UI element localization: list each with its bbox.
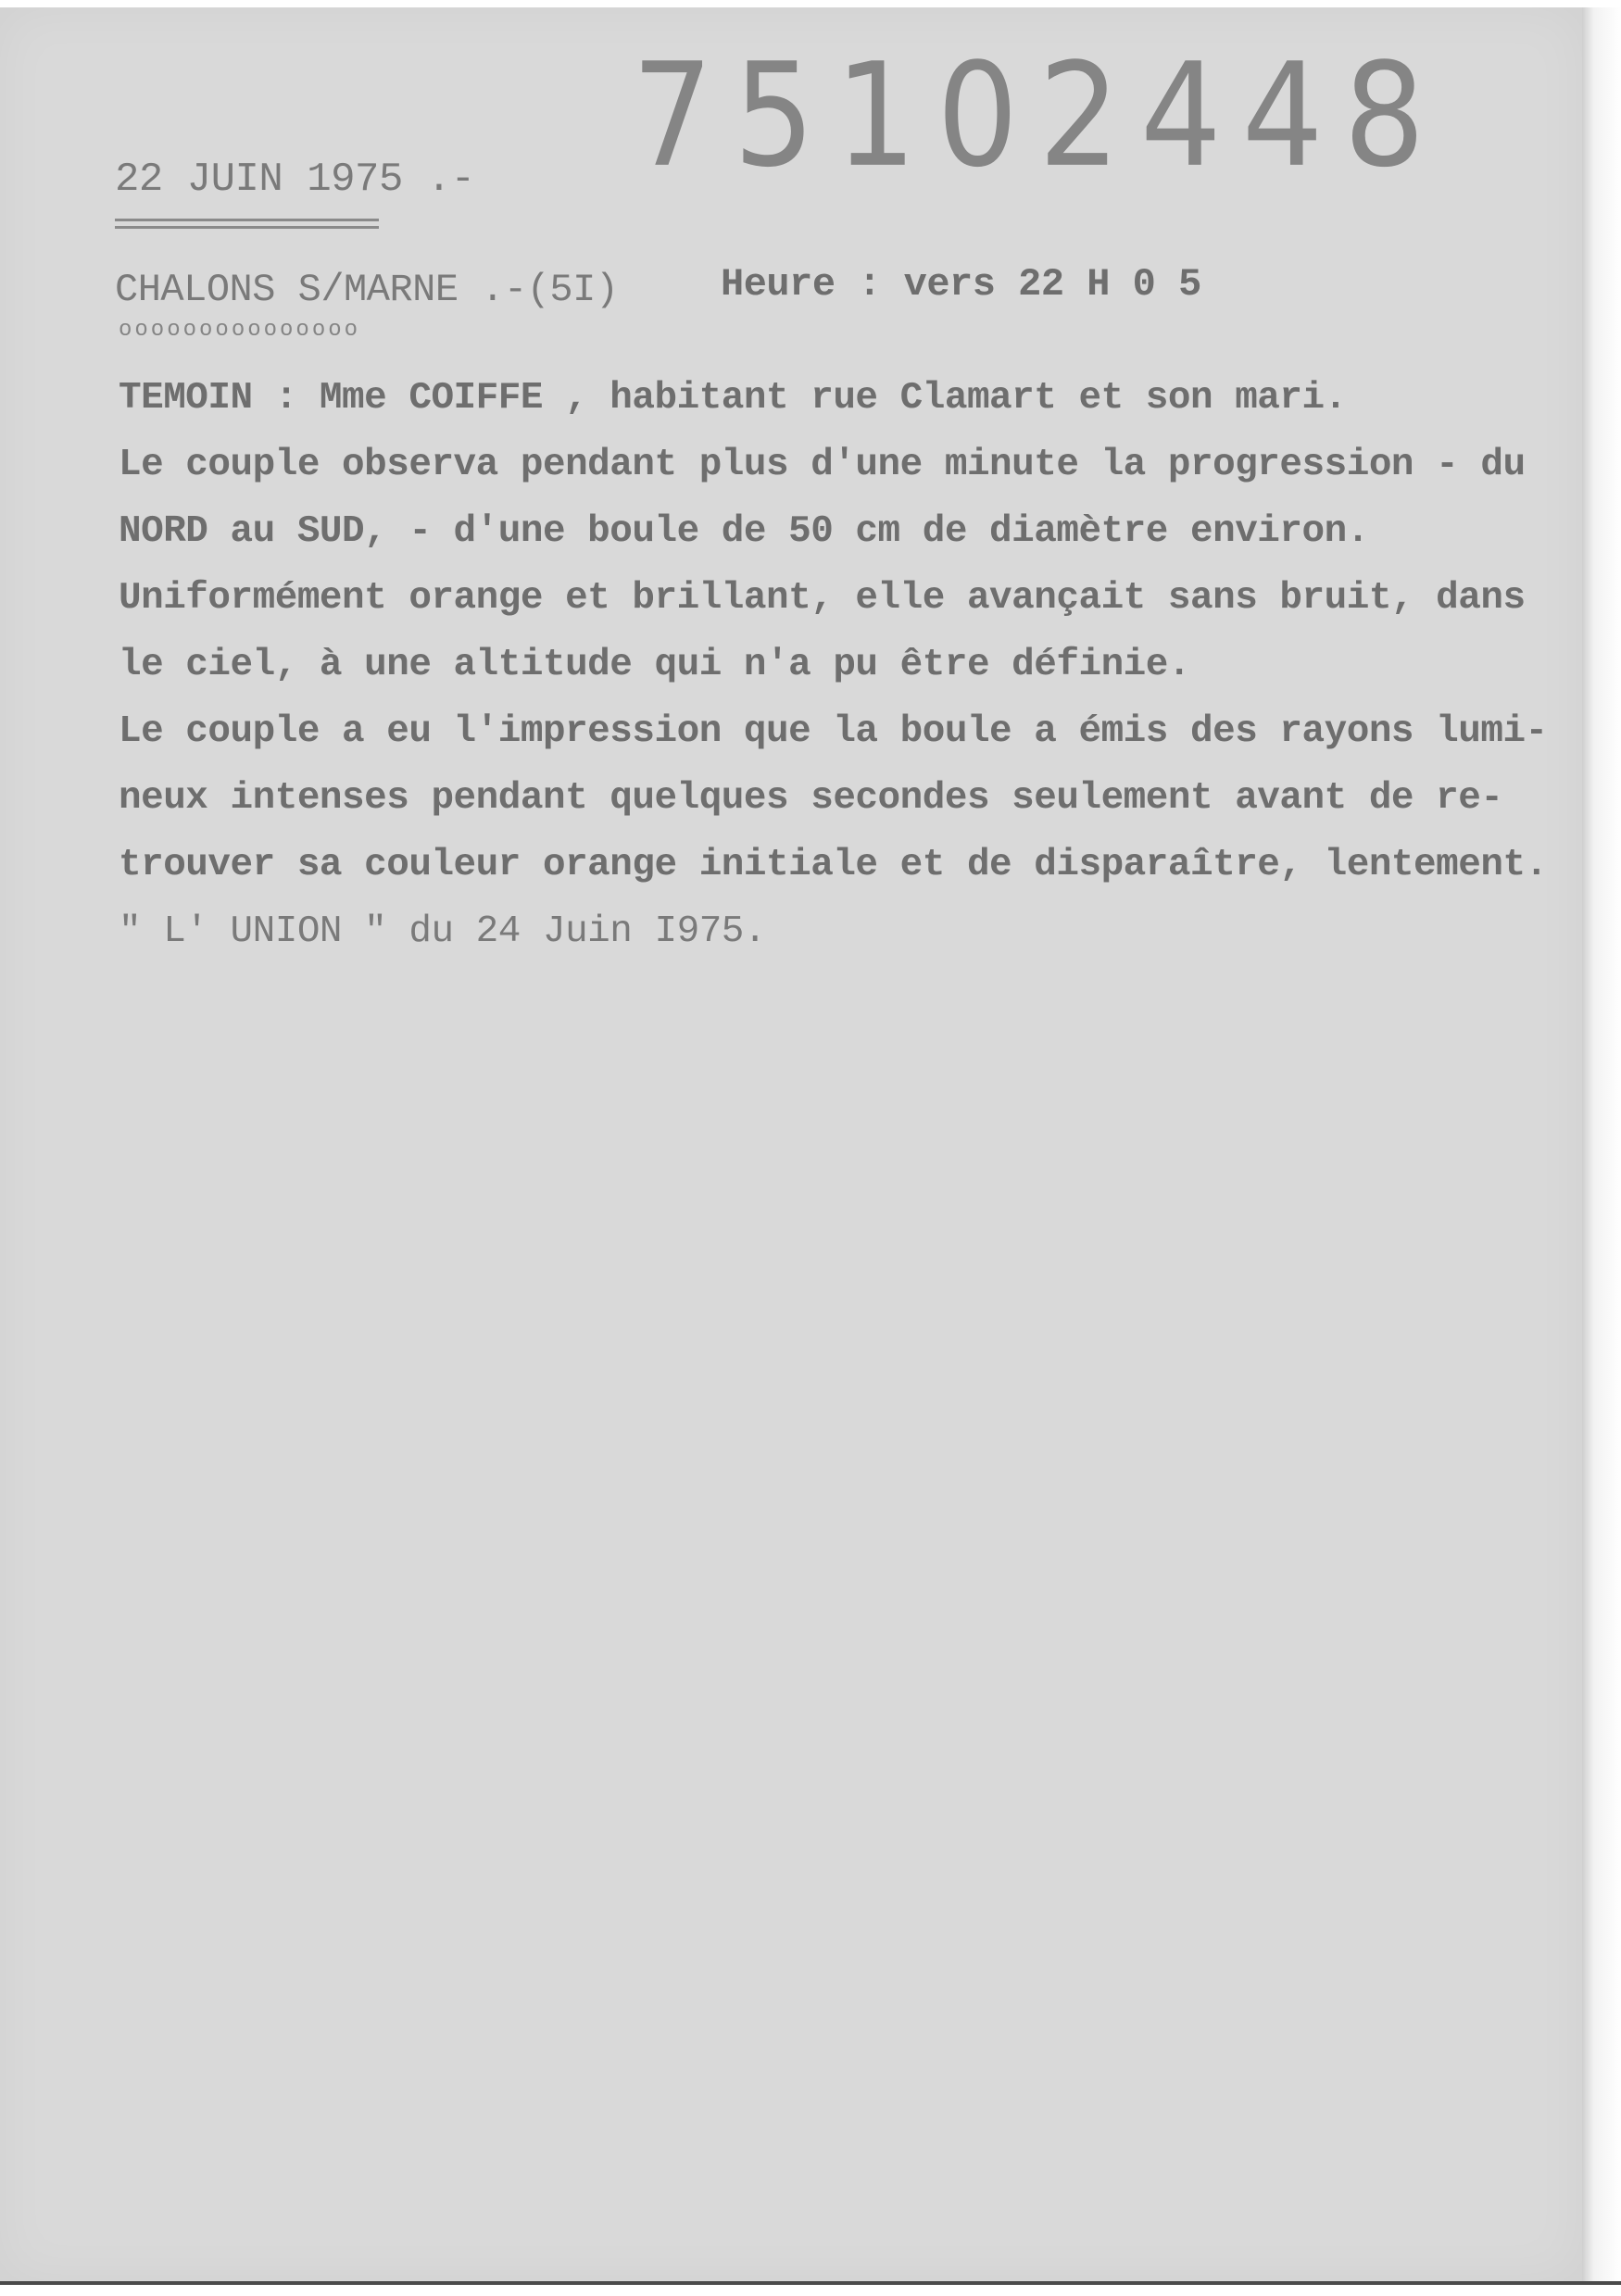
body-line-1: Le couple observa pendant plus d'une minute la progression - du: [119, 444, 1526, 486]
body-line-3: Uniformément orange et brillant, elle avançait sans bruit, dans: [119, 577, 1526, 620]
sheet-edge-shadow: [1582, 7, 1621, 2281]
scan-bottom-border: [0, 2281, 1621, 2285]
location-underline-ornament: ooooooooooooooo: [119, 318, 361, 343]
date-underline: [115, 219, 379, 221]
body-line-5: Le couple a eu l'impression que la boule a émis des rayons lumi-: [119, 710, 1548, 753]
reference-number: 75102448: [632, 31, 1446, 199]
paper-sheet: [0, 7, 1582, 2281]
date-underline-second: [115, 226, 379, 229]
body-line-2: NORD au SUD, - d'une boule de 50 cm de diamètre environ.: [119, 510, 1369, 553]
time: Heure : vers 22 H 0 5: [721, 262, 1201, 307]
location: CHALONS S/MARNE .-(5I): [115, 268, 619, 312]
source-citation: " L' UNION " du 24 Juin I975.: [119, 910, 767, 953]
body-line-4: le ciel, à une altitude qui n'a pu être définie.: [119, 644, 1190, 686]
document-date: 22 JUIN 1975 .-: [115, 157, 475, 203]
body-line-6: neux intenses pendant quelques secondes seulement avant de re-: [119, 777, 1503, 820]
witness-line: TEMOIN : Mme COIFFE , habitant rue Clamart et son mari.: [119, 377, 1347, 420]
body-line-7: trouver sa couleur orange initiale et de disparaître, lentement.: [119, 844, 1548, 886]
